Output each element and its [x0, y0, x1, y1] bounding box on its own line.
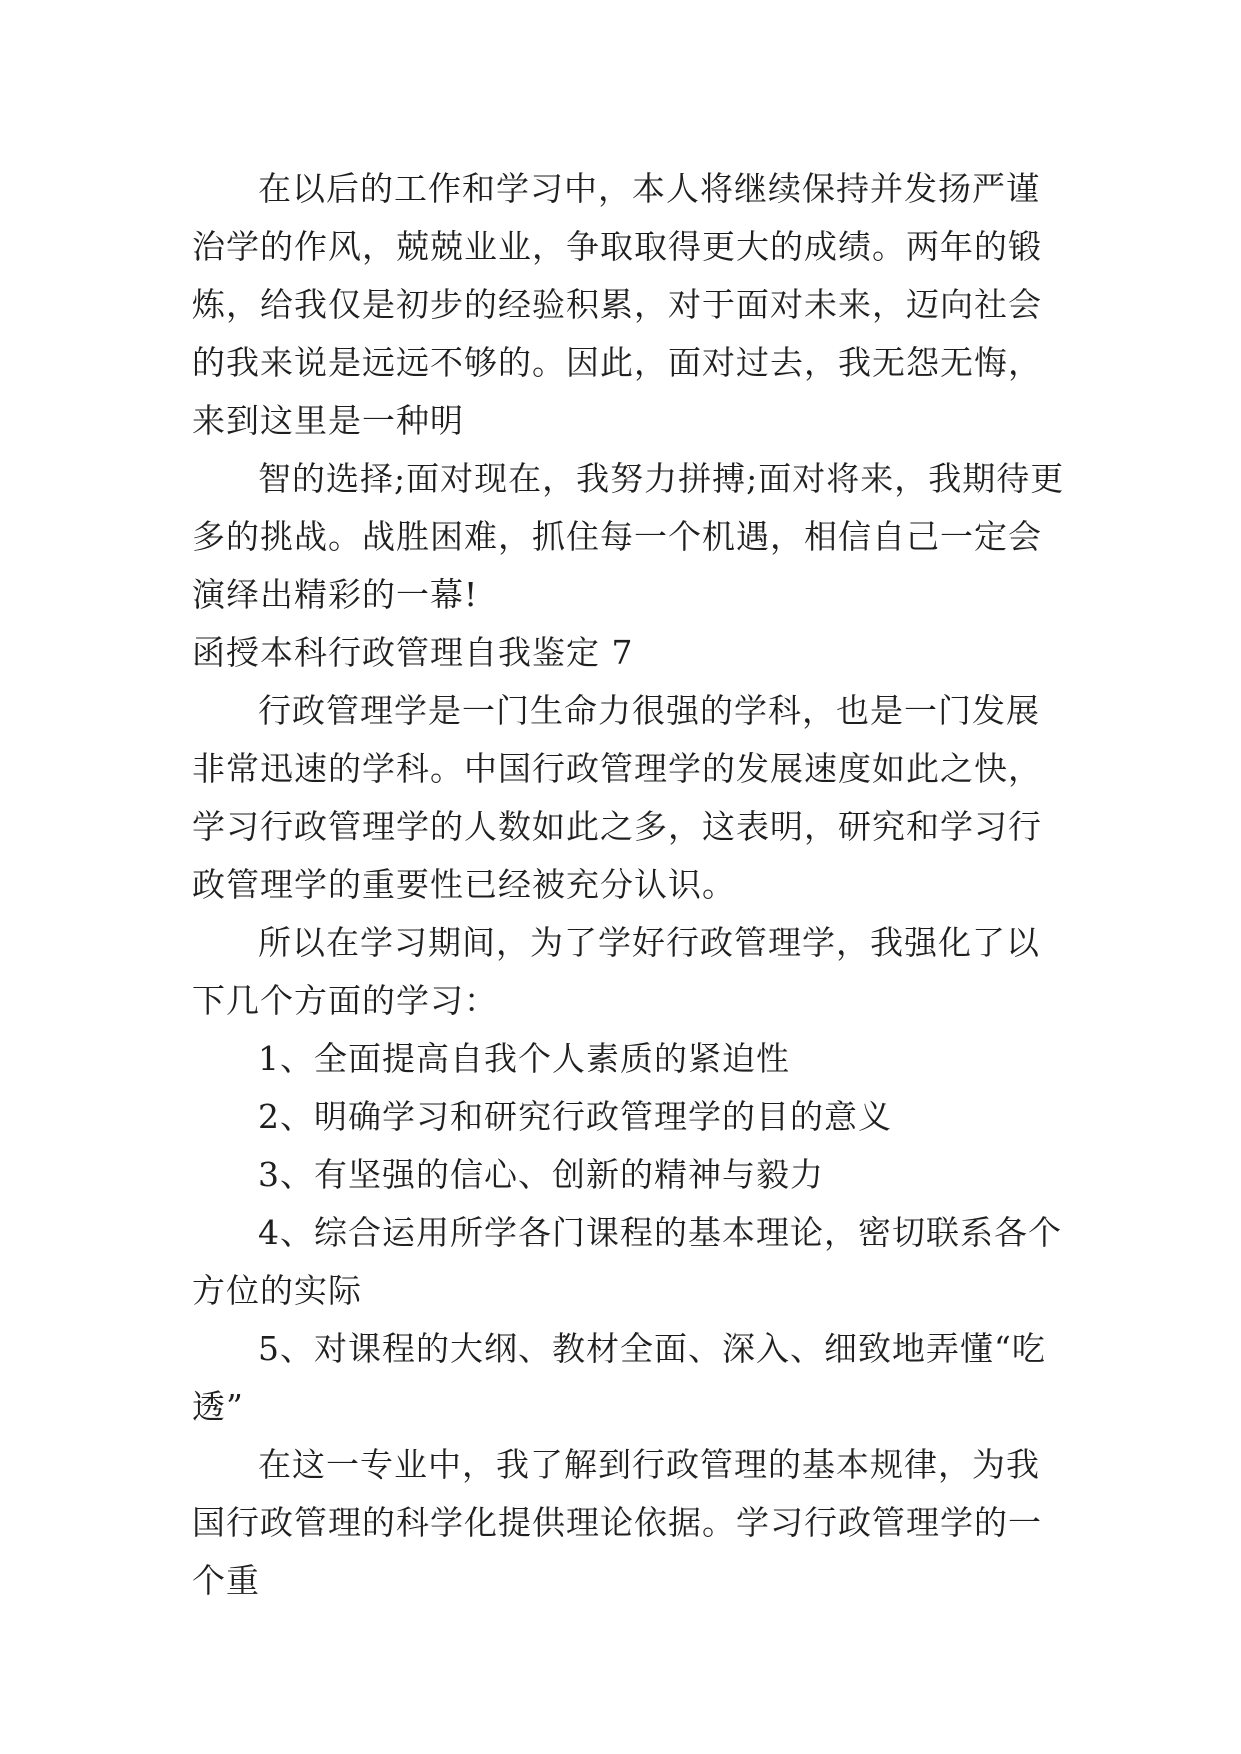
section-heading: 函授本科行政管理自我鉴定 7 [192, 633, 634, 672]
list-item-3: 3、有坚强的信心、创新的精神与毅力 [258, 1155, 824, 1194]
paragraph-conclusion-part1: 在以后的工作和学习中，本人将继续保持并发扬严谨治学的作风，兢兢业业，争取取得更大的成绩。两年的锻炼，给我仅是初步的经验积累，对于面对未来，迈向社会的我来说是远远不够的。因此，面对过去，我无怨无悔，来到这里是一种明 [192, 169, 1042, 440]
paragraph-intro: 行政管理学是一门生命力很强的学科，也是一门发展非常迅速的学科。中国行政管理学的发展速度如此之快，学习行政管理学的人数如此之多，这表明，研究和学习行政管理学的重要性已经被充分认识。 [192, 691, 1042, 904]
list-item-5: 5、对课程的大纲、教材全面、深入、细致地弄懂“吃透” [192, 1329, 1046, 1426]
paragraph-study-aspects: 所以在学习期间，为了学好行政管理学，我强化了以下几个方面的学习： [192, 923, 1040, 1020]
document-body [192, 160, 1072, 1610]
paragraph-conclusion-part2: 智的选择;面对现在，我努力拼搏;面对将来，我期待更多的挑战。战胜困难，抓住每一个机遇，相信自己一定会演绎出精彩的一幕! [192, 459, 1065, 614]
list-item-2: 2、明确学习和研究行政管理学的目的意义 [258, 1097, 892, 1136]
list-item-4: 4、综合运用所学各门课程的基本理论，密切联系各个方位的实际 [192, 1213, 1062, 1310]
list-item-1: 1、全面提高自我个人素质的紧迫性 [258, 1039, 790, 1078]
paragraph-specialty: 在这一专业中，我了解到行政管理的基本规律，为我国行政管理的科学化提供理论依据。学习行政管理学的一个重 [192, 1445, 1042, 1600]
